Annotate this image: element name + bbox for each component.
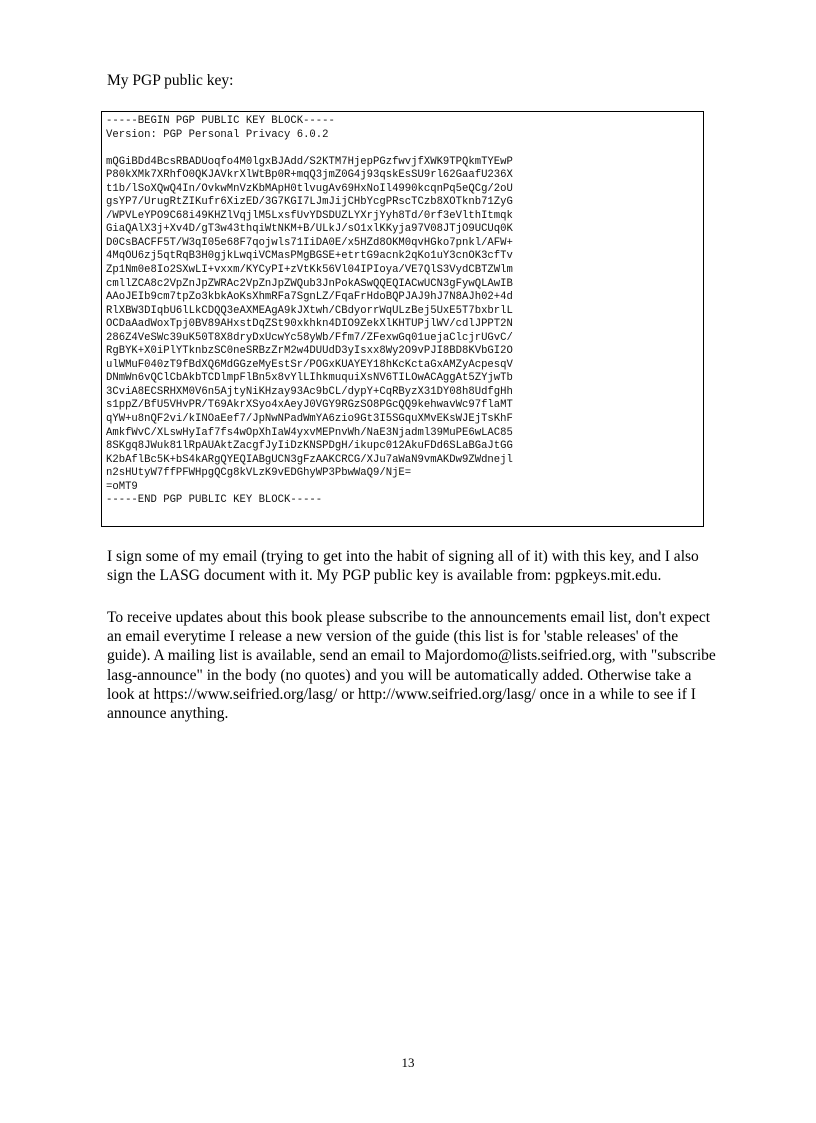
pgp-key-line: s1ppZ/BfU5VHvPR/T69AkrXSyo4xAeyJ0VGY9RGzSO8PGcQQ9kehwavWc97flaMT [106, 399, 513, 412]
pgp-key-line: gsYP7/UrugRtZIKufr6XizED/3G7KGI7LJmJijCHbYcgPRscTCzb8XOTknb71ZyG [106, 196, 513, 209]
pgp-key-line: -----BEGIN PGP PUBLIC KEY BLOCK----- [106, 115, 335, 127]
signing-paragraph: I sign some of my email (trying to get into the habit of signing all of it) with this key, and I also sign the LASG document with it. My PGP public key is available from: pgpkeys.mit.edu. [107, 548, 699, 585]
pgp-key-line: 286Z4VeSWc39uK50T8X8dryDxUcwYc58yWb/Ffm7/ZFexwGq01uejaClcjrUGvC/ [106, 331, 513, 344]
pgp-key-line: Zp1Nm0e8Io2SXwLI+vxxm/KYCyPI+zVtKk56Vl04IPIoya/VE7QlS3VydCBTZWlm [106, 264, 513, 277]
pgp-key-line: n2sHUtyW7ffPFWHpgQCg8kVLzK9vEDGhyWP3PbwWaQ9/NjE= [106, 467, 412, 480]
pgp-key-line: 4MqOU6zj5qtRqB3H0gjkLwqiVCMasPMgBGSE+etrtG9acnk2qKo1uY3cnOK3cfTv [106, 250, 513, 263]
pgp-key-line: cmllZCA8c2VpZnJpZWRAc2VpZnJpZWQub3JnPokASwQQEQIACwUCN3gFywQLAwIB [106, 277, 513, 290]
pgp-key-line: 8SKgq8JWuk81lRpAUAktZacgfJyIiDzKNSPDgH/ikupc012AkuFDd6SLaBGaJtGG [106, 440, 513, 453]
pgp-key-line: OCDaAadWoxTpj0BV89AHxstDqZSt90xkhkn4DIO9ZekXlKHTUPjlWV/cdlJPPT2N [106, 318, 513, 331]
pgp-key-line: /WPVLeYPO9C68i49KHZlVqjlM5LxsfUvYDSDUZLYXrjYyh8Td/0rf3eVlthItmqk [106, 209, 513, 222]
pgp-key-line: AAoJEIb9cm7tpZo3kbkAoKsXhmRFa7SgnLZ/FqaFrHdoBQPJAJ9hJ7N8AJh02+4d [106, 291, 513, 304]
pgp-key-line: RlXBW3DIqbU6lLkCDQQ3eAXMEAgA9kJXtwh/CBdyorrWqULzBej5UxE5T7bxbrlL [106, 304, 513, 317]
mailing-list-paragraph: To receive updates about this book please subscribe to the announcements email list, don't expect an email everytime I release a new version of the guide (this list is for 'stable releases' of the guide). A mailing list is available, send an email to Majordomo@lists.seifried.org, with "subscribe lasg-announce" in the body (no quotes) and you will be automatically added. Otherwise take a look at https://www.seifried.org/lasg/ or http://www.seifried.org/lasg/ once in a while to see if I announce anything. [107, 609, 716, 723]
pgp-key-line: GiaQAlX3j+Xv4D/gT3w43thqiWtNKM+B/ULkJ/sO1xlKKyja97V08JTjO9UCUq0K [106, 223, 513, 236]
pgp-key-line: DNmWn6vQClCbAkbTCDlmpFlBn5x8vYlLIhkmuquiXsNV6TILOwACAggAt5ZYjwTb [106, 372, 513, 385]
pgp-key-line: P80kXMk7XRhfO0QKJAVkrXlWtBp0R+mqQ3jmZ0G4j93qskEsSU9rl62GaafU236X [106, 169, 513, 182]
pgp-key-line: ulWMuF040zT9fBdXQ6MdGGzeMyEstSr/POGxKUAYEY18hKcKctaGxAMZyAcpesqV [106, 358, 513, 371]
pgp-key-line: qYW+u8nQF2vi/kINOaEef7/JpNwNPadWmYA6zio9Gt3I5SGquXMvEKsWJEjTsKhF [106, 413, 513, 426]
pgp-key-line: D0CsBACFF5T/W3qI05e68F7qojwls71IiDA0E/x5HZd8OKM0qvHGko7pnkl/AFW+ [106, 236, 513, 249]
pgp-key-box [101, 111, 704, 527]
pgp-key-line: =oMT9 [106, 480, 138, 493]
pgp-key-line: mQGiBDd4BcsRBADUoqfo4M0lgxBJAdd/S2KTM7HjepPGzfwvjfXWK9TPQkmTYEwP [106, 155, 513, 168]
pgp-key-line: RgBYK+X0iPlYTknbzSC0neSRBzZrM2w4DUUdD3yIsxx8Wy2O9vPJI8BD8KVbGI2O [106, 345, 513, 358]
pgp-key-line: -----END PGP PUBLIC KEY BLOCK----- [106, 494, 323, 507]
pgp-key-line: 3CviA8ECSRHXM0V6n5AjtyNiKHzay93Ac9bCL/dypY+CqRByzX31DY08h8UdfgHh [106, 385, 513, 398]
pgp-key-line: K2bAflBc5K+bS4kARgQYEQIABgUCN3gFzAAKCRCG/XJu7aWaN9vmAKDw9ZWdnejl [106, 453, 513, 466]
pgp-key-block [106, 115, 703, 508]
pgp-key-line: t1b/lSoXQwQ4In/OvkwMnVzKbMApH0tlvugAv69HxNoIl4990kcqnPq5eQCg/2oU [106, 182, 513, 195]
pgp-key-line: Version: PGP Personal Privacy 6.0.2 [106, 128, 329, 141]
page-number: 13 [401, 1055, 415, 1070]
pgp-key-line: AmkfWvC/XLswHyIaf7fs4wOpXhIaW4yxvMEPnvWh/NaE3Njadml39MuPE6wLAC85 [106, 426, 513, 439]
section-heading: My PGP public key: [107, 72, 234, 89]
